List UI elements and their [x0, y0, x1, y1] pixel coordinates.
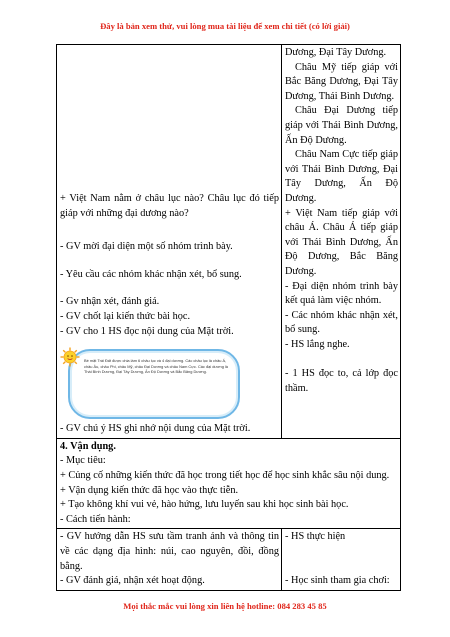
student-step: - Các nhóm khác nhận xét, bổ sung. — [285, 309, 398, 336]
teacher-step: - GV cho 1 HS đọc nội dung của Mặt trời. — [60, 325, 234, 337]
student-column — [282, 45, 401, 439]
answer-vietnam: + Việt Nam tiếp giáp với châu Á. Châu Á tiếp giáp với Thái Bình Dương, Ấn Độ Dương, Bắc Băng Dương. — [285, 207, 398, 277]
teacher-step: - GV mời đại diện một số nhóm trình bày. — [60, 241, 233, 253]
section-heading: 4. Vận dụng. — [60, 440, 116, 452]
student-step: - HS lắng nghe. — [285, 338, 350, 350]
student-step: - Đại diện nhóm trình bày kết quả làm việc nhóm. — [285, 280, 398, 307]
teacher-step: - Gv nhận xét, đánh giá. — [60, 296, 160, 308]
sun-note-figure — [60, 341, 279, 419]
procedure-row — [57, 529, 401, 590]
teacher-column — [57, 529, 282, 590]
sun-icon — [60, 347, 80, 367]
objective-line: - Cách tiến hành: — [60, 513, 131, 525]
teacher-step: - Yêu cầu các nhóm khác nhận xét, bổ sung. — [60, 268, 242, 280]
student-step: - Học sinh tham gia chơi: — [285, 574, 390, 586]
cloud-shape — [68, 349, 240, 419]
objective-line: + Củng cố những kiến thức đã học trong tiết học để học sinh khắc sâu nội dung. — [60, 469, 390, 481]
sun-note-text: Bề mặt Trái Đất được chia làm 6 châu lục và 4 đại dương. Các châu lục là châu Á, châu Âu, châu Phi, châu Mỹ, châu Đại Dương và châu Nam Cực. Các đại dương là Thái Bình Dương, Đại Tây Dương, Ấn Độ Dương và Bắc Băng Dương. — [84, 358, 228, 375]
teacher-column — [57, 45, 282, 439]
answer-line: Dương, Đại Tây Dương. — [285, 47, 387, 58]
hotline-footer: Mọi thắc mắc vui lòng xin liên hệ hotline: 084 283 45 85 — [123, 601, 327, 611]
preview-banner: Đây là bản xem thử, vui lòng mua tài liệu để xem chi tiết (có lời giải) — [100, 21, 350, 31]
teacher-step: - GV đánh giá, nhận xét hoạt động. — [60, 575, 205, 587]
answer-oceania: Châu Đại Dương tiếp giáp với Thái Bình Dương, Ấn Độ Dương. — [285, 105, 398, 146]
answer-antarctica: Châu Nam Cực tiếp giáp với Thái Bình Dương, Đại Tây Dương, Ấn Độ Dương. — [285, 149, 398, 204]
lesson-table — [56, 44, 401, 591]
objective-line: + Vận dụng kiến thức đã học vào thực tiễn. — [60, 484, 239, 496]
activity-row — [57, 45, 401, 439]
objective-line: - Mục tiêu: — [60, 455, 106, 467]
student-column — [282, 529, 401, 590]
teacher-step: - GV chốt lại kiến thức bài học. — [60, 310, 191, 322]
objective-line: + Tạo không khí vui vẻ, hào hứng, lưu luyến sau khi học sinh bài học. — [60, 499, 349, 511]
teacher-step: - GV hướng dẫn HS sưu tầm tranh ảnh và thông tin về các dạng địa hình: núi, cao nguyên, đồi, đồng bằng. — [60, 531, 279, 572]
question-vietnam: + Việt Nam nằm ở châu lục nào? Châu lục đó tiếp giáp với những đại dương nào? — [60, 193, 279, 219]
answer-america: Châu Mỹ tiếp giáp với Bắc Băng Dương, Đại Tây Dương, Thái Bình Dương. — [285, 61, 398, 102]
student-step: - 1 HS đọc to, cả lớp đọc thầm. — [285, 368, 398, 394]
student-step: - HS thực hiện — [285, 531, 346, 543]
teacher-step: - GV chú ý HS ghi nhớ nội dung của Mặt trời. — [60, 423, 251, 435]
application-row — [57, 438, 401, 529]
application-section — [57, 438, 401, 529]
